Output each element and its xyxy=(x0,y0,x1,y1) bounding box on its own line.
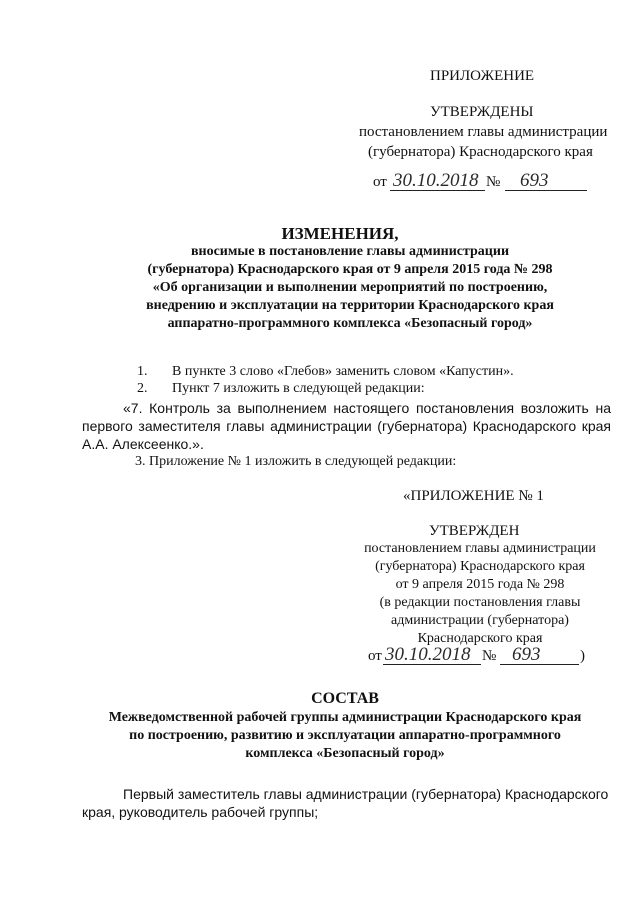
composition-line-2: по построению, развитию и эксплуатации аппаратно-программного xyxy=(129,728,561,743)
title-line-3: «Об организации и выполнении мероприятий по построению, xyxy=(152,280,548,295)
handwritten-number: 693 xyxy=(520,170,549,191)
approval-line-1: постановлением главы администрации xyxy=(359,124,608,140)
from-label: от xyxy=(373,174,387,190)
member-line-2: края, руководитель рабочей группы; xyxy=(82,804,319,820)
appendix-2-line-5: администрации (губернатора) xyxy=(391,613,569,628)
approved-label: УТВЕРЖДЕНЫ xyxy=(430,104,534,120)
approval-line-2: (губернатора) Краснодарского края xyxy=(368,144,593,160)
date-underline-2 xyxy=(383,664,481,665)
number-underline-2 xyxy=(500,664,579,665)
item-2-text: Пункт 7 изложить в следующей редакции: xyxy=(172,381,425,396)
item-2-quote-line-1: «7. Контроль за выполнением настоящего постановления возложить на xyxy=(123,400,611,416)
number-label: № xyxy=(486,174,501,190)
appendix-2-line-2: (губернатора) Краснодарского края xyxy=(375,559,585,574)
appendix-2-line-6: Краснодарского края xyxy=(417,631,543,646)
appendix-2-line-3: от 9 апреля 2015 года № 298 xyxy=(395,577,565,592)
handwritten-date-2: 30.10.2018 xyxy=(385,644,471,665)
item-3-text: 3. Приложение № 1 изложить в следующей редакции: xyxy=(135,454,457,469)
closing-parenthesis: ) xyxy=(580,648,585,664)
appendix-2-line-1: постановлением главы администрации xyxy=(364,541,596,556)
appendix-1-title: «ПРИЛОЖЕНИЕ № 1 xyxy=(403,488,544,504)
number-underline xyxy=(505,190,587,191)
approved-label-2: УТВЕРЖДЕН xyxy=(429,523,520,539)
title-line-5: аппаратно-программного комплекса «Безопасный город» xyxy=(167,316,533,331)
composition-title: СОСТАВ xyxy=(311,690,379,707)
item-2-quote-line-2: первого заместителя главы администрации (губернатора) Краснодарского края xyxy=(82,418,611,434)
number-label-2: № xyxy=(482,648,497,664)
handwritten-date: 30.10.2018 xyxy=(393,170,479,191)
item-1-text: В пункте 3 слово «Глебов» заменить словом «Капустин». xyxy=(172,364,514,379)
item-2-number: 2. xyxy=(137,381,148,396)
document-title: ИЗМЕНЕНИЯ, xyxy=(281,224,399,243)
composition-line-3: комплекса «Безопасный город» xyxy=(245,746,445,761)
from-label-2: от xyxy=(368,648,382,664)
title-line-4: внедрению и эксплуатации на территории Краснодарского края xyxy=(146,298,554,313)
appendix-title: ПРИЛОЖЕНИЕ xyxy=(430,68,535,84)
date-underline xyxy=(390,190,485,191)
handwritten-number-2: 693 xyxy=(512,644,541,665)
composition-line-1: Межведомственной рабочей группы администрации Краснодарского края xyxy=(108,710,582,725)
title-line-2: (губернатора) Краснодарского края от 9 апреля 2015 года № 298 xyxy=(147,262,553,277)
appendix-2-line-4: (в редакции постановления главы xyxy=(379,595,581,610)
item-1-number: 1. xyxy=(137,364,148,379)
title-line-1: вносимые в постановление главы администрации xyxy=(190,244,510,259)
item-2-quote-line-3: А.А. Алексеенко.». xyxy=(82,436,204,452)
member-line-1: Первый заместитель главы администрации (губернатора) Краснодарского xyxy=(123,786,609,802)
